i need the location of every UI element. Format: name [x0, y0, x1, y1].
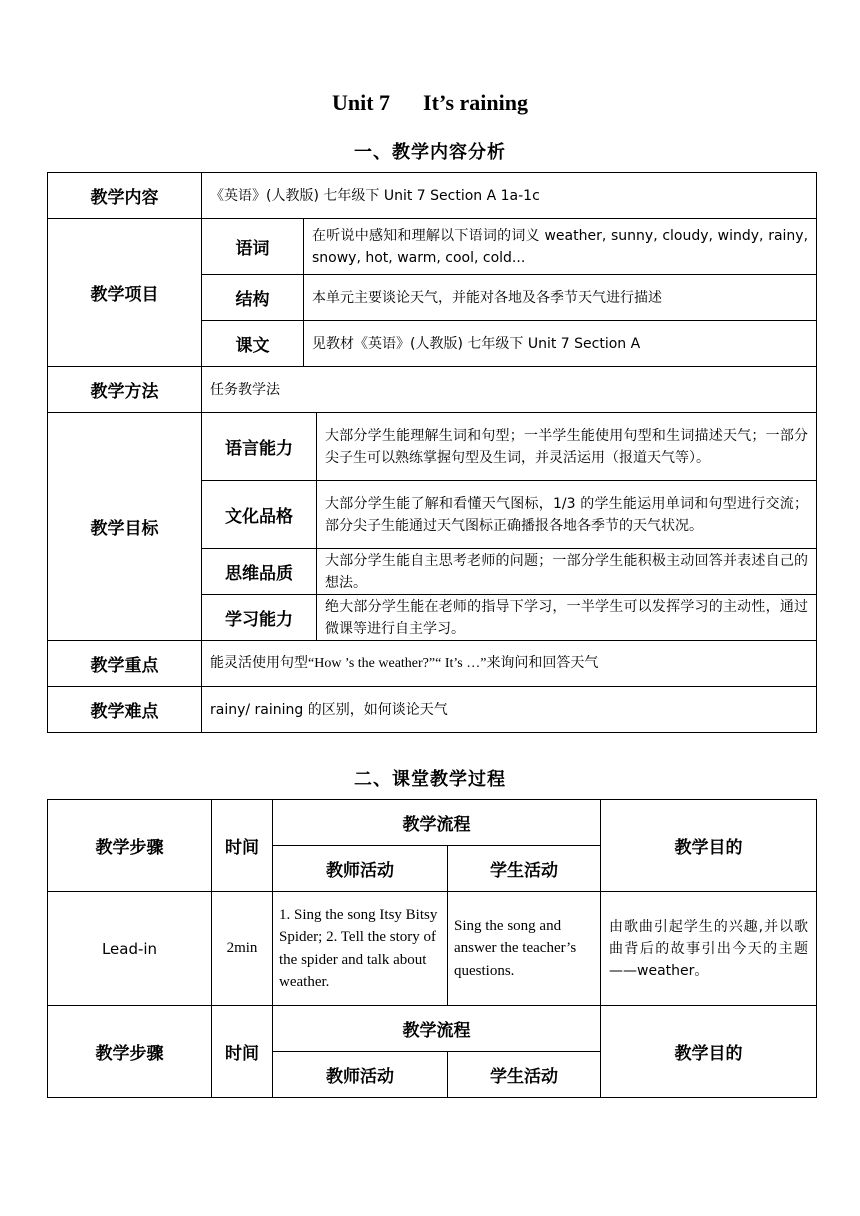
flow-header-repeat: 教学流程 [273, 1006, 601, 1052]
step-header-repeat: 教学步骤 [48, 1006, 212, 1098]
vocab-label: 语词 [202, 219, 304, 275]
items-label: 教学项目 [48, 219, 202, 367]
teacher-header: 教师活动 [273, 846, 448, 892]
culture-value: 大部分学生能了解和看懂天气图标，1/3 的学生能运用单词和句型进行交流；部分尖子生能通过天气图标正确播报各地各季节的天气状况。 [317, 481, 817, 549]
language-ability-label: 语言能力 [202, 413, 317, 481]
method-label: 教学方法 [48, 367, 202, 413]
purpose-value: 由歌曲引起学生的兴趣,并以歌曲背后的故事引出今天的主题——weather。 [601, 892, 817, 1006]
section-heading-process: 二、课堂教学过程 [354, 769, 506, 790]
analysis-table [47, 172, 817, 733]
text-label: 课文 [202, 321, 304, 367]
difficulty-value: rainy/ raining 的区别，如何谈论天气 [202, 687, 817, 733]
method-value: 任务教学法 [202, 367, 817, 413]
thinking-value: 大部分学生能自主思考老师的问题；一部分学生能积极主动回答并表述自己的想法。 [317, 549, 817, 595]
teacher-header-repeat: 教师活动 [273, 1052, 448, 1098]
structure-label: 结构 [202, 275, 304, 321]
difficulty-label: 教学难点 [48, 687, 202, 733]
content-row [48, 173, 817, 219]
process-table [47, 799, 817, 1098]
flow-header: 教学流程 [273, 800, 601, 846]
teacher-activity: 1. Sing the song Itsy Bitsy Spider; 2. Tell the story of the spider and talk about weather. [273, 892, 448, 1006]
purpose-header-repeat: 教学目的 [601, 1006, 817, 1098]
thinking-label: 思维品质 [202, 549, 317, 595]
content-value: 《英语》(人教版) 七年级下 Unit 7 Section A 1a-1c [202, 173, 817, 219]
culture-label: 文化品格 [202, 481, 317, 549]
key-point-quote: “How ’s the weather?”“ It’s …” [308, 656, 487, 671]
process-row-lead-in [48, 892, 817, 1006]
difficulty-row [48, 687, 817, 733]
student-header-repeat: 学生活动 [448, 1052, 601, 1098]
document-title: Unit 7 It’s raining [332, 90, 528, 115]
goals-label: 教学目标 [48, 413, 202, 641]
key-point-pre: 能灵活使用句型 [210, 655, 308, 671]
student-activity: Sing the song and answer the teacher’s questions. [448, 892, 601, 1006]
content-label: 教学内容 [48, 173, 202, 219]
key-point-post: 来询问和回答天气 [486, 655, 599, 671]
student-header: 学生活动 [448, 846, 601, 892]
method-row [48, 367, 817, 413]
section-heading-analysis: 一、教学内容分析 [354, 142, 506, 163]
goal-row-language [48, 413, 817, 481]
text-value: 见教材《英语》(人教版) 七年级下 Unit 7 Section A [304, 321, 817, 367]
time-header: 时间 [212, 800, 273, 892]
language-ability-value: 大部分学生能理解生词和句型；一半学生能使用句型和生词描述天气；一部分尖子生可以熟练掌握句型及生词，并灵活运用（报道天气等）。 [317, 413, 817, 481]
vocab-value: 在听说中感知和理解以下语词的词义 weather, sunny, cloudy, windy, rainy, snowy, hot, warm, cool, cold... [304, 219, 817, 275]
structure-value: 本单元主要谈论天气，并能对各地及各季节天气进行描述 [304, 275, 817, 321]
time-value: 2min [212, 892, 273, 1006]
key-point-row [48, 641, 817, 687]
step-header: 教学步骤 [48, 800, 212, 892]
learning-value: 绝大部分学生能在老师的指导下学习，一半学生可以发挥学习的主动性，通过微课等进行自主学习。 [317, 595, 817, 641]
purpose-header: 教学目的 [601, 800, 817, 892]
time-header-repeat: 时间 [212, 1006, 273, 1098]
process-header-row-1-repeat [48, 1006, 817, 1052]
learning-label: 学习能力 [202, 595, 317, 641]
step-value: Lead-in [48, 892, 212, 1006]
key-point-label: 教学重点 [48, 641, 202, 687]
key-point-value [202, 641, 817, 687]
item-row-vocab [48, 219, 817, 275]
process-header-row-1 [48, 800, 817, 846]
